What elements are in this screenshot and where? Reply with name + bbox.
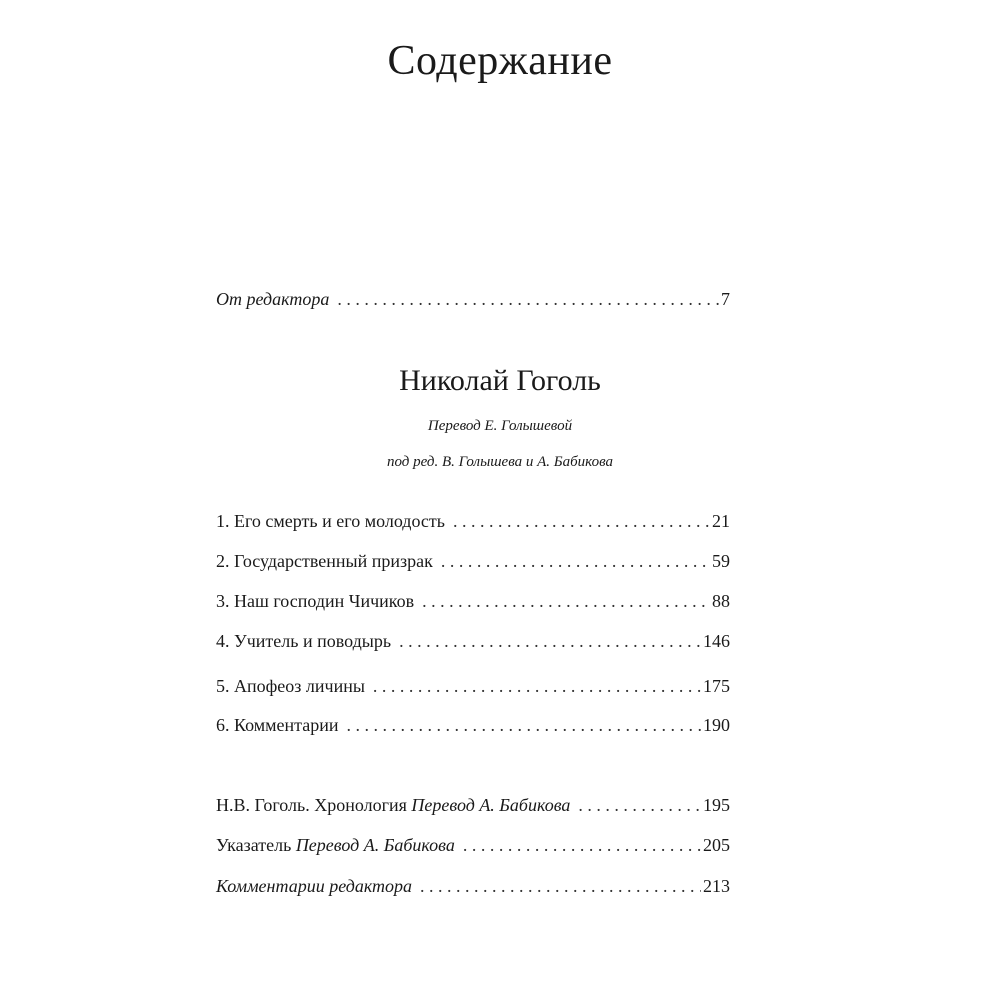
toc-entry-label: От редактора <box>216 289 330 309</box>
toc-entry-label <box>216 833 455 857</box>
toc-entry-page: 21 <box>712 511 730 531</box>
dot-leader <box>347 713 701 737</box>
toc-entry-page: 7 <box>721 289 730 309</box>
toc-entry-note: Перевод А. Бабикова <box>411 795 571 815</box>
toc-entry-page: 88 <box>712 591 730 611</box>
toc-entry-page: 146 <box>703 631 730 651</box>
dot-leader <box>420 874 701 898</box>
toc-entry-chapter-2[interactable] <box>216 549 730 573</box>
toc-entry-page: 195 <box>703 795 730 815</box>
section-title: Николай Гоголь <box>399 364 601 397</box>
toc-entry-label: 1. Его смерть и его молодость <box>216 511 445 531</box>
toc-entry-label <box>216 793 570 817</box>
toc-entry-note: Перевод А. Бабикова <box>295 835 455 855</box>
toc-entry-chapter-3[interactable] <box>216 589 730 613</box>
toc-entry-title: Н.В. Гоголь. Хронология <box>216 795 407 815</box>
dot-leader <box>422 589 710 613</box>
toc-entry-label: 4. Учитель и поводырь <box>216 631 392 651</box>
toc-entry-editor[interactable] <box>216 287 730 311</box>
page-title: Содержание <box>387 38 613 84</box>
toc-entry-editor-comments[interactable] <box>216 874 730 898</box>
toc-entry-page: 190 <box>703 715 730 735</box>
toc-entry-label: Комментарии редактора <box>216 876 413 896</box>
dot-leader <box>441 549 710 573</box>
dot-leader <box>337 287 719 311</box>
toc-entry-title: Указатель <box>216 835 292 855</box>
toc-entry-index[interactable] <box>216 833 730 857</box>
toc-entry-page: 59 <box>712 551 730 571</box>
toc-entry-page: 213 <box>703 876 730 896</box>
toc-entry-chapter-6[interactable] <box>216 713 730 737</box>
section-translation: Перевод Е. Голышевой <box>427 418 573 434</box>
dot-leader <box>399 629 701 653</box>
toc-entry-chapter-5[interactable] <box>216 674 730 698</box>
toc-entry-label: 2. Государственный призрак <box>216 551 433 571</box>
dot-leader <box>453 509 710 533</box>
toc-entry-page: 175 <box>703 676 730 696</box>
dot-leader <box>463 833 701 857</box>
dot-leader <box>373 674 701 698</box>
toc-entry-label: 3. Наш господин Чичиков <box>216 591 415 611</box>
toc-entry-chronology[interactable] <box>216 793 730 817</box>
toc-entry-label: 6. Комментарии <box>216 715 339 735</box>
dot-leader <box>578 793 701 817</box>
toc-entry-chapter-1[interactable] <box>216 509 730 533</box>
toc-entry-page: 205 <box>703 835 730 855</box>
toc-entry-label: 5. Апофеоз личины <box>216 676 365 696</box>
section-editors: под ред. В. Голышева и А. Бабикова <box>386 454 614 470</box>
toc-entry-chapter-4[interactable] <box>216 629 730 653</box>
